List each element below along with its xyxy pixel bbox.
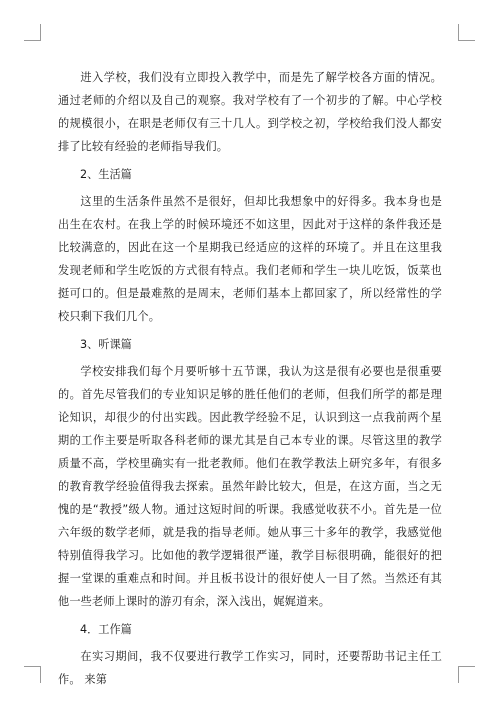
paragraph-work: 在实习期间，我不仅要进行教学工作实习，同时，还要帮助书记主任工作。 来第 (58, 650, 442, 686)
paragraph-intro: 进入学校，我们没有立即投入教学中，而是先了解学校各方面的情况。通过老师的介绍以及自己的观察。我对学校有了一个初步的了解。中心学校的规模很小，在职是老师仅有三十几人。到学校之初，学校给我们没人都安排了比较有经验的老师指导我们。 (58, 71, 442, 153)
section-heading-lessons: 3、听课篇 (80, 338, 132, 351)
crop-mark-bottom-left (24, 666, 41, 683)
paragraph-life: 这里的生活条件虽然不是很好，但却比我想象中的好得多。我本身也是出生在农村。在我上学的时候环境还不如这里，因此对于这样的条件我还是比较满意的，因此在这一个星期我已经适应的这样的环境了。并且在这里我发现老师和学生吃饭的方式很有特点。我们老师和学生一块儿吃饭，饭菜也挺可口的。但是最难熬的是周末，老师们基本上都回家了，所以经常性的学校只剩下我们几个。 (58, 195, 442, 323)
crop-mark-top-right (458, 24, 475, 41)
section-heading-work: 4．工作篇 (80, 623, 132, 636)
crop-mark-bottom-right (458, 666, 475, 683)
crop-mark-top-left (24, 24, 41, 41)
section-heading-life: 2、生活篇 (80, 168, 132, 181)
document-body (58, 66, 442, 691)
paragraph-lessons: 学校安排我们每个月要听够十五节课，我认为这是很有必要也是很重要的。首先尽管我们的专业知识足够的胜任他们的老师，但我们所学的都是理论知识，却很少的付出实践。因此教学经验不足，认识到这一点我前两个星期的工作主要是听取各科老师的课尤其是自己本专业的课。尽管这里的教学质量不高，学校里确实有一批老教师。他们在教学教法上研究多年，有很多的教育教学经验值得我去探索。虽然年龄比较大，但是，在这方面，当之无愧的是“教授”级人物。通过这短时间的听课。我感觉收获不小。首先是一位六年级的数学老师，就是我的指导老师。她从事三十多年的教学，我感觉他特别值得我学习。比如他的教学逻辑很严谨，教学目标很明确，能很好的把握一堂课的重难点和时间。并且板书设计的很好使人一目了然。当然还有其他一些老师上课时的游刃有余，深入浅出，娓娓道来。 (58, 365, 442, 608)
